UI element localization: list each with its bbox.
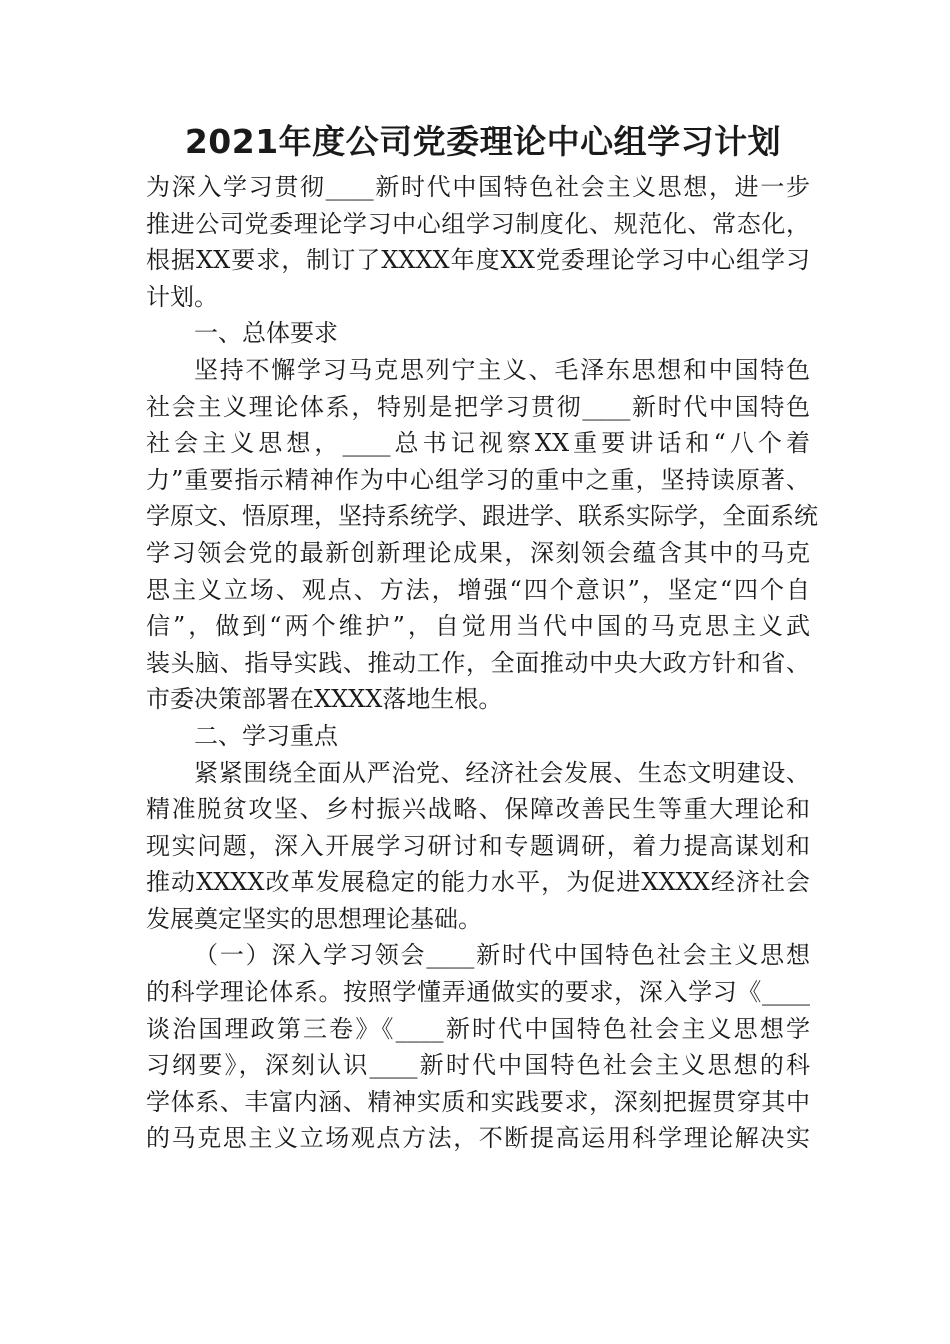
paragraph-line: 力”重要指示精神作为中心组学习的重中之重，坚持读原著、 [146, 465, 810, 494]
paragraph-line: 为深入学习贯彻____新时代中国特色社会主义思想，进一步 [146, 173, 810, 201]
paragraph-line: 装头脑、指导实践、推动工作，全面推动中央大政方针和省、 [146, 648, 810, 677]
paragraph-line: 学原文、悟原理，坚持系统学、跟进学、联系实际学，全面系统 [146, 502, 818, 531]
paragraph-line: 学习领会党的最新创新理论成果，深刻领会蕴含其中的马克 [146, 538, 810, 567]
paragraph-line: 思主义立场、观点、方法，增强“四个意识”，坚定“四个自 [146, 575, 810, 604]
paragraph-line: 习纲要》，深刻认识____新时代中国特色社会主义思想的科 [146, 1051, 810, 1080]
paragraph-line: 紧紧围绕全面从严治党、经济社会发展、生态文明建设、 [194, 758, 810, 787]
paragraph-line: 推动XXXX改革发展稳定的能力水平，为促进XXXX经济社会 [146, 868, 810, 897]
paragraph-line: 社会主义思想，____总书记视察XX重要讲话和“八个着 [146, 429, 810, 458]
paragraph-line: 根据XX要求，制订了XXXX年度XX党委理论学习中心组学习 [146, 246, 810, 275]
paragraph-line: 学体系、丰富内涵、精神实质和实践要求，深刻把握贯穿其中 [146, 1087, 810, 1116]
section-heading-study-focus [146, 718, 810, 755]
paragraph-line: 坚持不懈学习马克思列宁主义、毛泽东思想和中国特色 [194, 355, 810, 384]
item1-paragraph [146, 937, 810, 1157]
intro-paragraph [146, 169, 810, 315]
paragraph-line: 发展奠定坚实的思想理论基础。 [146, 904, 482, 933]
paragraph-line: （一）深入学习领会____新时代中国特色社会主义思想 [194, 941, 810, 970]
document-title: 2021年度公司党委理论中心组学习计划 [184, 122, 782, 161]
paragraph-line: 推进公司党委理论学习中心组学习制度化、规范化、常态化， [146, 209, 810, 238]
document-page [146, 115, 818, 1157]
paragraph-line: 计划。 [146, 282, 218, 311]
heading-line: 二、学习重点 [194, 721, 338, 750]
paragraph-line: 现实问题，深入开展学习研讨和专题调研，着力提高谋划和 [146, 831, 810, 860]
section2-paragraph [146, 755, 810, 938]
paragraph-line: 的马克思主义立场观点方法，不断提高运用科学理论解决实 [146, 1124, 810, 1153]
paragraph-line: 信”，做到“两个维护”，自觉用当代中国的马克思主义武 [146, 612, 810, 641]
heading-line: 一、总体要求 [194, 319, 338, 348]
section1-paragraph [146, 352, 818, 718]
paragraph-line: 的科学理论体系。按照学懂弄通做实的要求，深入学习《____ [146, 978, 810, 1007]
paragraph-line: 市委决策部署在XXXX落地生根。 [146, 685, 503, 714]
paragraph-line: 谈治国理政第三卷》《____新时代中国特色社会主义思想学 [146, 1014, 810, 1043]
paragraph-line: 社会主义理论体系，特别是把学习贯彻____新时代中国特色 [146, 392, 810, 421]
section-heading-general-requirements [146, 315, 810, 352]
paragraph-line: 精准脱贫攻坚、乡村振兴战略、保障改善民生等重大理论和 [146, 795, 810, 824]
